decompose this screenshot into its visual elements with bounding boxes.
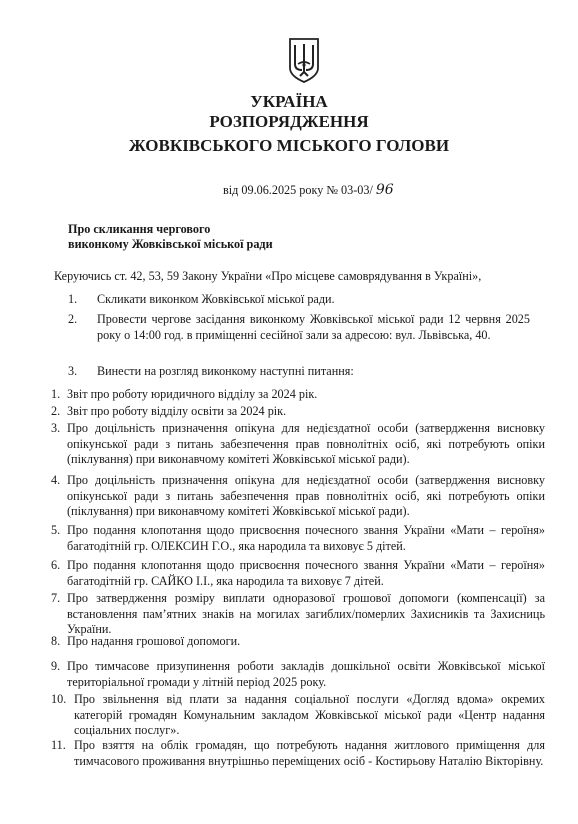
agenda-item: Звіт про роботу юридичного відділу за 2024 рік. (67, 387, 318, 401)
document-country: УКРАЇНА (250, 92, 328, 111)
order-number: 1. (68, 292, 78, 306)
agenda-item: Про доцільність призначення опікуна для недієздатної особи (затвердження висновку опікунської ради з питань забезпечення прав повнолітніх осіб, які потребують опіки (піклування) при виконавчому комітеті Жовківської міської ради). (67, 473, 545, 518)
agenda-number: 3. (51, 421, 61, 435)
agenda-number: 5. (51, 523, 61, 537)
handwritten-number: 96 (375, 182, 394, 198)
agenda-number: 9. (51, 659, 61, 673)
agenda-number: 7. (51, 591, 61, 605)
order-number: 2. (68, 312, 78, 326)
order-text: Винести на розгляд виконкому наступні питання: (97, 364, 354, 378)
agenda-number: 4. (51, 473, 61, 487)
order-text: Провести чергове засідання виконкому Жовківської міської ради 12 червня 2025 року о 14:00 год. в приміщенні сесійної зали за адресою: вул. Львівська, 40. (97, 312, 530, 342)
date-number-text: від 09.06.2025 року № 03-03/ (223, 183, 373, 197)
order-number: 3. (68, 364, 78, 378)
date-line (223, 183, 394, 199)
order-text: Скликати виконком Жовківської міської ради. (97, 292, 335, 306)
subject-line-1: Про скликання чергового (68, 222, 211, 236)
agenda-item: Про подання клопотання щодо присвоєння почесного звання України «Мати – героїня» багатодітній гр. ОЛЕКСИН Г.О., яка народила та виховує 5 дітей. (67, 523, 545, 553)
agenda-item: Про взяття на облік громадян, що потребують надання житлового приміщення для тимчасового проживання внутрішньо переміщених осіб - Костирьову Наталію Вікторівну. (74, 738, 545, 768)
agenda-item: Про доцільність призначення опікуна для недієздатної особи (затвердження висновку опікунської ради з питань забезпечення прав повнолітніх осіб, які потребують опіки (піклування) при виконавчому комітеті Жовківської міської ради). (67, 421, 545, 466)
preamble: Керуючись ст. 42, 53, 59 Закону України «Про місцеве самоврядування в Україні», (54, 269, 482, 283)
agenda-number: 11. (51, 738, 66, 752)
agenda-number: 8. (51, 634, 61, 648)
agenda-item: Про надання грошової допомоги. (67, 634, 241, 648)
document-issuer: ЖОВКІВСЬКОГО МІСЬКОГО ГОЛОВИ (128, 136, 450, 155)
agenda-item: Про затвердження розміру виплати одноразової грошової допомоги (компенсації) за встановлення пам’ятних знаків на могилах загиблих/померлих Захисників та Захисниць України. (67, 591, 545, 636)
agenda-number: 1. (51, 387, 61, 401)
agenda-number: 6. (51, 558, 61, 572)
agenda-item: Про подання клопотання щодо присвоєння почесного звання України «Мати – героїня» багатодітній гр. САЙКО І.І., яка народила та виховує 7 дітей. (67, 558, 545, 588)
agenda-item: Звіт про роботу відділу освіти за 2024 рік. (67, 404, 287, 418)
agenda-number: 2. (51, 404, 61, 418)
agenda-item: Про тимчасове призупинення роботи закладів дошкільної освіти Жовківської міської територіальної громади у літній період 2025 року. (67, 659, 545, 689)
trident-icon (287, 36, 321, 84)
subject-line-2: виконкому Жовківської міської ради (68, 237, 273, 251)
agenda-number: 10. (51, 692, 67, 706)
agenda-item: Про звільнення від плати за надання соціальної послуги «Догляд вдома» окремих категорій громадян Комунальним закладом Жовківської міської ради «Центр надання соціальних послуг». (74, 692, 545, 737)
document-type: РОЗПОРЯДЖЕННЯ (209, 112, 369, 131)
